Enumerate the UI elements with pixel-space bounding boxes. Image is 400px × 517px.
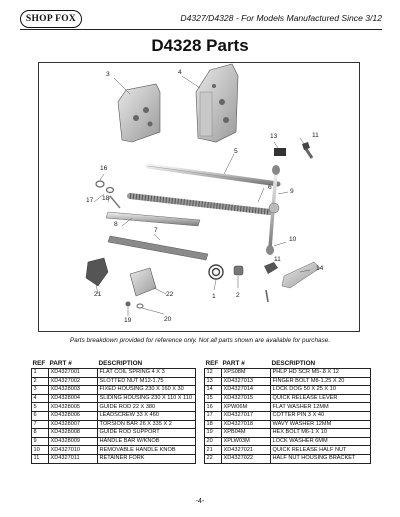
- desc-cell: FLAT COIL SPRING 4 X 3: [98, 369, 196, 378]
- callout-7: 7: [154, 227, 158, 234]
- callout-13: 11: [312, 132, 319, 139]
- callout-15: 14: [316, 265, 324, 272]
- part-cell: XPLW03M: [222, 437, 271, 446]
- ref-cell: 4: [32, 394, 49, 403]
- callout-9: 9: [290, 188, 294, 195]
- part-cell: XD4327001: [49, 369, 98, 378]
- header-rule: [20, 29, 382, 30]
- parts-table-left: [31, 360, 196, 464]
- hex-bolt-part: [126, 302, 131, 307]
- slotted-nut-part: [234, 266, 243, 275]
- ref-cell: 17: [205, 411, 222, 420]
- ref-cell: 2: [32, 377, 49, 386]
- desc-cell: WAVY WASHER 12MM: [271, 420, 371, 429]
- ref-cell: 16: [205, 403, 222, 412]
- part-cell: XD4327002: [49, 377, 98, 386]
- ref-cell: 20: [205, 437, 222, 446]
- callout-14: 13: [270, 133, 278, 140]
- part-cell: XD4328009: [49, 437, 98, 446]
- ref-cell: 13: [205, 377, 222, 386]
- ref-cell: 12: [205, 369, 222, 378]
- desc-cell: FIXED HOUSING 230 X 160 X 30: [98, 386, 196, 395]
- callout-8: 8: [114, 221, 118, 228]
- table-row: [32, 369, 196, 378]
- ref-cell: 21: [205, 446, 222, 455]
- part-cell: XD4327014: [222, 386, 271, 395]
- callout-21: 21: [94, 291, 102, 298]
- reference-note: Parts breakdown provided for reference only. Not all parts shown are available for purchase.: [69, 337, 331, 344]
- header-part: PART #: [222, 360, 245, 367]
- desc-cell: FLAT WASHER 12MM: [271, 403, 371, 412]
- table-row: [32, 411, 196, 420]
- desc-cell: FINGER BOLT M8-1.25 X 20: [271, 377, 371, 386]
- page-title: D4328 Parts: [151, 36, 249, 55]
- ref-cell: 6: [32, 411, 49, 420]
- part-cell: XD4327010: [49, 446, 98, 455]
- desc-cell: LOCK DOG 50 X 25 X 10: [271, 386, 371, 395]
- table-row: [205, 437, 371, 446]
- part-cell: XD4327022: [222, 454, 271, 463]
- table-row: [32, 429, 196, 438]
- ref-cell: 10: [32, 446, 49, 455]
- part-cell: XD4328003: [49, 386, 98, 395]
- part-cell: XD4328005: [49, 403, 98, 412]
- table-row: [205, 420, 371, 429]
- callout-6: 6: [268, 184, 272, 191]
- lock-dog-part: [274, 148, 286, 156]
- callout-11: 11: [274, 256, 281, 263]
- part-cell: XD4328007: [49, 420, 98, 429]
- page-number: -4-: [195, 498, 205, 505]
- part-cell: XD4328004: [49, 394, 98, 403]
- desc-cell: REMOVABLE HANDLE KNOB: [98, 446, 196, 455]
- table-header-row: [205, 360, 371, 369]
- part-cell: XPS08M: [222, 369, 271, 378]
- desc-cell: HANDLE BAR W/KNOB: [98, 437, 196, 446]
- header-ref: REF: [32, 360, 46, 367]
- table-row: [32, 454, 196, 463]
- callout-4: 4: [178, 69, 182, 76]
- part-cell: XD4327013: [222, 377, 271, 386]
- table-row: [32, 386, 196, 395]
- ref-cell: 7: [32, 420, 49, 429]
- callout-17: 17: [86, 197, 94, 204]
- table-row: [205, 394, 371, 403]
- ref-cell: 1: [32, 369, 49, 378]
- callout-18: 18: [102, 195, 110, 202]
- desc-cell: LOCK WASHER 6MM: [271, 437, 371, 446]
- table-row: [205, 403, 371, 412]
- table-row: [32, 377, 196, 386]
- table-row: [205, 446, 371, 455]
- part-cell: XD4328006: [49, 411, 98, 420]
- fixed-housing-part: [118, 84, 160, 142]
- ref-cell: 5: [32, 403, 49, 412]
- table-row: [32, 420, 196, 429]
- callout-20: 20: [164, 316, 172, 323]
- table-row: [32, 437, 196, 446]
- table-row: [205, 369, 371, 378]
- table-row: [205, 411, 371, 420]
- document-title: D4327/D4328 - For Models Manufactured Since 3/12: [180, 13, 382, 23]
- desc-cell: RETAINER FORK: [98, 454, 196, 463]
- desc-cell: HALF NUT HOUSING BRACKET: [271, 454, 371, 463]
- header-description: DESCRIPTION: [98, 360, 143, 367]
- ref-cell: 22: [205, 454, 222, 463]
- callout-10: 10: [289, 236, 297, 243]
- part-cell: XD4327017: [222, 411, 271, 420]
- parts-diagram: [38, 62, 360, 332]
- callout-16: 16: [100, 165, 108, 172]
- callout-5: 5: [234, 148, 238, 155]
- callout-19: 19: [124, 317, 132, 324]
- desc-cell: LEADSCREW 33 X 460: [98, 411, 196, 420]
- table-row: [205, 377, 371, 386]
- ref-cell: 9: [32, 437, 49, 446]
- callout-22: 22: [166, 291, 174, 298]
- ref-cell: 15: [205, 394, 222, 403]
- desc-cell: GUIDE ROD 22 X 380: [98, 403, 196, 412]
- part-cell: XD4328008: [49, 429, 98, 438]
- desc-cell: QUICK RELEASE HALF NUT: [271, 446, 371, 455]
- table-row: [205, 429, 371, 438]
- table-row: [32, 403, 196, 412]
- part-cell: XPW06M: [222, 403, 271, 412]
- part-cell: XD4327018: [222, 420, 271, 429]
- desc-cell: HEX BOLT M6-1 X 10: [271, 429, 371, 438]
- part-cell: XD4327011: [49, 454, 98, 463]
- desc-cell: QUICK RELEASE LEVER: [271, 394, 371, 403]
- table-header-row: [32, 360, 196, 369]
- parts-table-right: [204, 360, 371, 464]
- shop-fox-logo: SHOP FOX: [20, 10, 82, 28]
- desc-cell: SLOTTED NUT M12-1.75: [98, 377, 196, 386]
- part-cell: XD4327015: [222, 394, 271, 403]
- desc-cell: PHLP HD SCR M5-.8 X 12: [271, 369, 371, 378]
- ref-cell: 3: [32, 386, 49, 395]
- ref-cell: 8: [32, 429, 49, 438]
- callout-3: 3: [106, 71, 110, 78]
- desc-cell: COTTER PIN 3 X 40: [271, 411, 371, 420]
- part-cell: XD4327021: [222, 446, 271, 455]
- part-cell: XPB04M: [222, 429, 271, 438]
- ref-cell: 14: [205, 386, 222, 395]
- header-part: PART #: [49, 360, 72, 367]
- ref-cell: 19: [205, 429, 222, 438]
- table-row: [205, 386, 371, 395]
- page-header: [20, 8, 382, 30]
- table-row: [32, 394, 196, 403]
- callout-1: 1: [212, 293, 216, 300]
- header-description: DESCRIPTION: [271, 360, 316, 367]
- desc-cell: GUIDE ROD SUPPORT: [98, 429, 196, 438]
- header-ref: REF: [205, 360, 219, 367]
- table-row: [32, 446, 196, 455]
- desc-cell: SLIDING HOUSING 230 X 110 X 110: [98, 394, 196, 403]
- table-row: [205, 454, 371, 463]
- callout-2: 2: [236, 292, 240, 299]
- ref-cell: 18: [205, 420, 222, 429]
- ref-cell: 11: [32, 454, 49, 463]
- desc-cell: TORSION BAR 26 X 335 X 2: [98, 420, 196, 429]
